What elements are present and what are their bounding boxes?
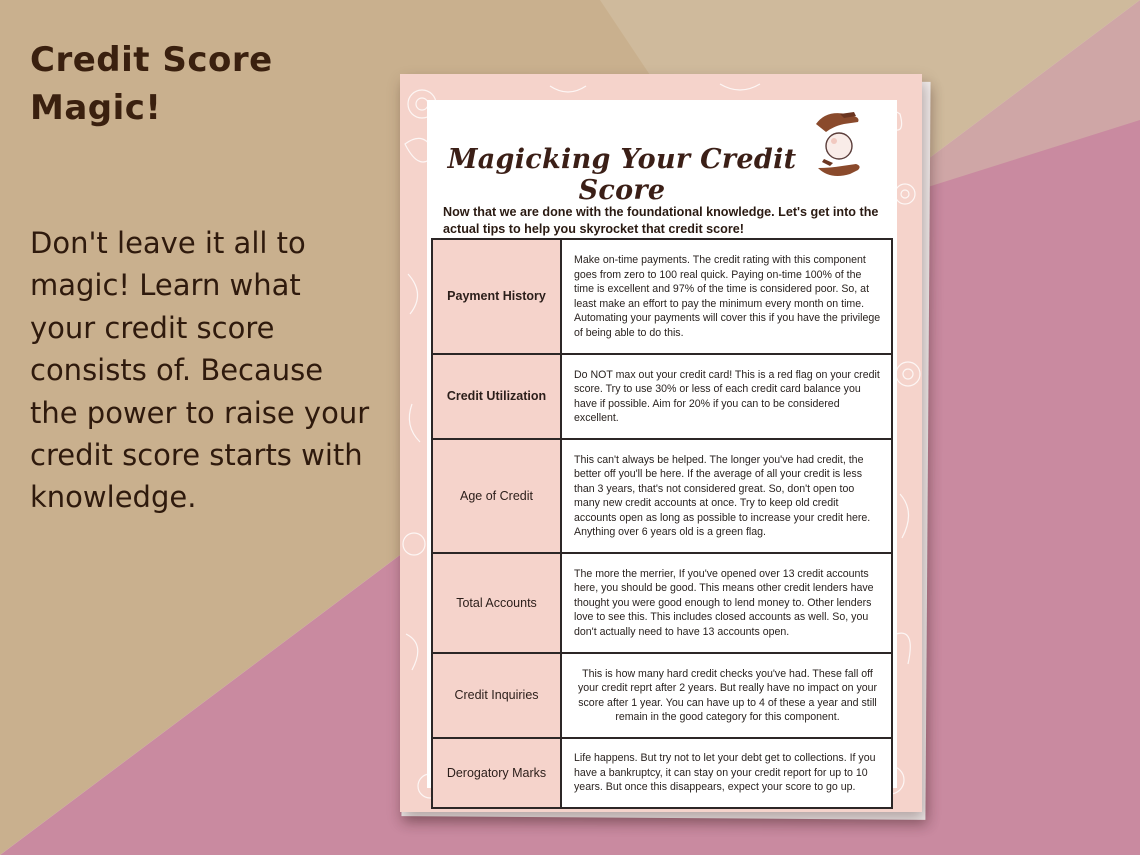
- table-row: [432, 439, 892, 553]
- intro-text: Now that we are done with the foundational knowledge. Let's get into the actual tips to help you skyrocket that credit score!: [443, 205, 879, 236]
- crystal-ball-hands-icon: [812, 108, 866, 182]
- row-label: Derogatory Marks: [432, 738, 561, 808]
- row-label: Age of Credit: [432, 439, 561, 553]
- worksheet-title: Magicking Your Credit Score: [447, 144, 797, 206]
- headline: Credit Score Magic!: [30, 40, 273, 128]
- table-row: [432, 653, 892, 738]
- row-description: Make on-time payments. The credit rating with this component goes from zero to 100 real quick. Paying on-time 100% of the time is excellent and 97% of the time is considered poor. So, at least make an effort to pay the minimum every month on time. Automating your payments will cover this if you have the privilege of being able to do this.: [561, 239, 892, 354]
- row-label: Payment History: [432, 239, 561, 354]
- table-row: [432, 354, 892, 439]
- blurb: Don't leave it all to magic! Learn what your credit score consists of. Because the power to raise your credit score starts with knowledge.: [30, 226, 370, 515]
- row-label: Credit Inquiries: [432, 653, 561, 738]
- table-row: [432, 553, 892, 653]
- tips-table: [431, 238, 893, 809]
- table-row: [432, 738, 892, 808]
- worksheet-content: [427, 100, 897, 794]
- row-description: This is how many hard credit checks you've had. These fall off your credit reprt after 2 years. But really have no impact on your score after 1 year. You can have up to 4 of these a year and still remain in the good category for this component.: [561, 653, 892, 738]
- table-row: [432, 239, 892, 354]
- row-description: Do NOT max out your credit card! This is a red flag on your credit score. Try to use 30% or less of each credit card balance you have if possible. Aim for 20% if you can to be considered excellent.: [561, 354, 892, 439]
- row-description: This can't always be helped. The longer you've had credit, the better off you'll be here. If the average of all your credit is less than 3 years, that's not considered great. So, don't open too many new credit accounts at once. Try to keep old credit accounts open as long as possible to increase your credit here. Anything over 6 years old is a green flag.: [561, 439, 892, 553]
- row-label: Credit Utilization: [432, 354, 561, 439]
- row-label: Total Accounts: [432, 553, 561, 653]
- left-panel: [30, 36, 370, 519]
- row-description: The more the merrier, If you've opened over 13 credit accounts here, you should be good. This means other credit lenders have thought you were good enough to lend money to. Other lenders love to see this. This includes closed accounts as well. So, you don't actually need to have 13 accounts open.: [561, 553, 892, 653]
- row-description: Life happens. But try not to let your debt get to collections. If you have a bankruptcy, it can stay on your credit report for up to 10 years. But once this disappears, expect your score to go up.: [561, 738, 892, 808]
- worksheet-page: [400, 74, 922, 812]
